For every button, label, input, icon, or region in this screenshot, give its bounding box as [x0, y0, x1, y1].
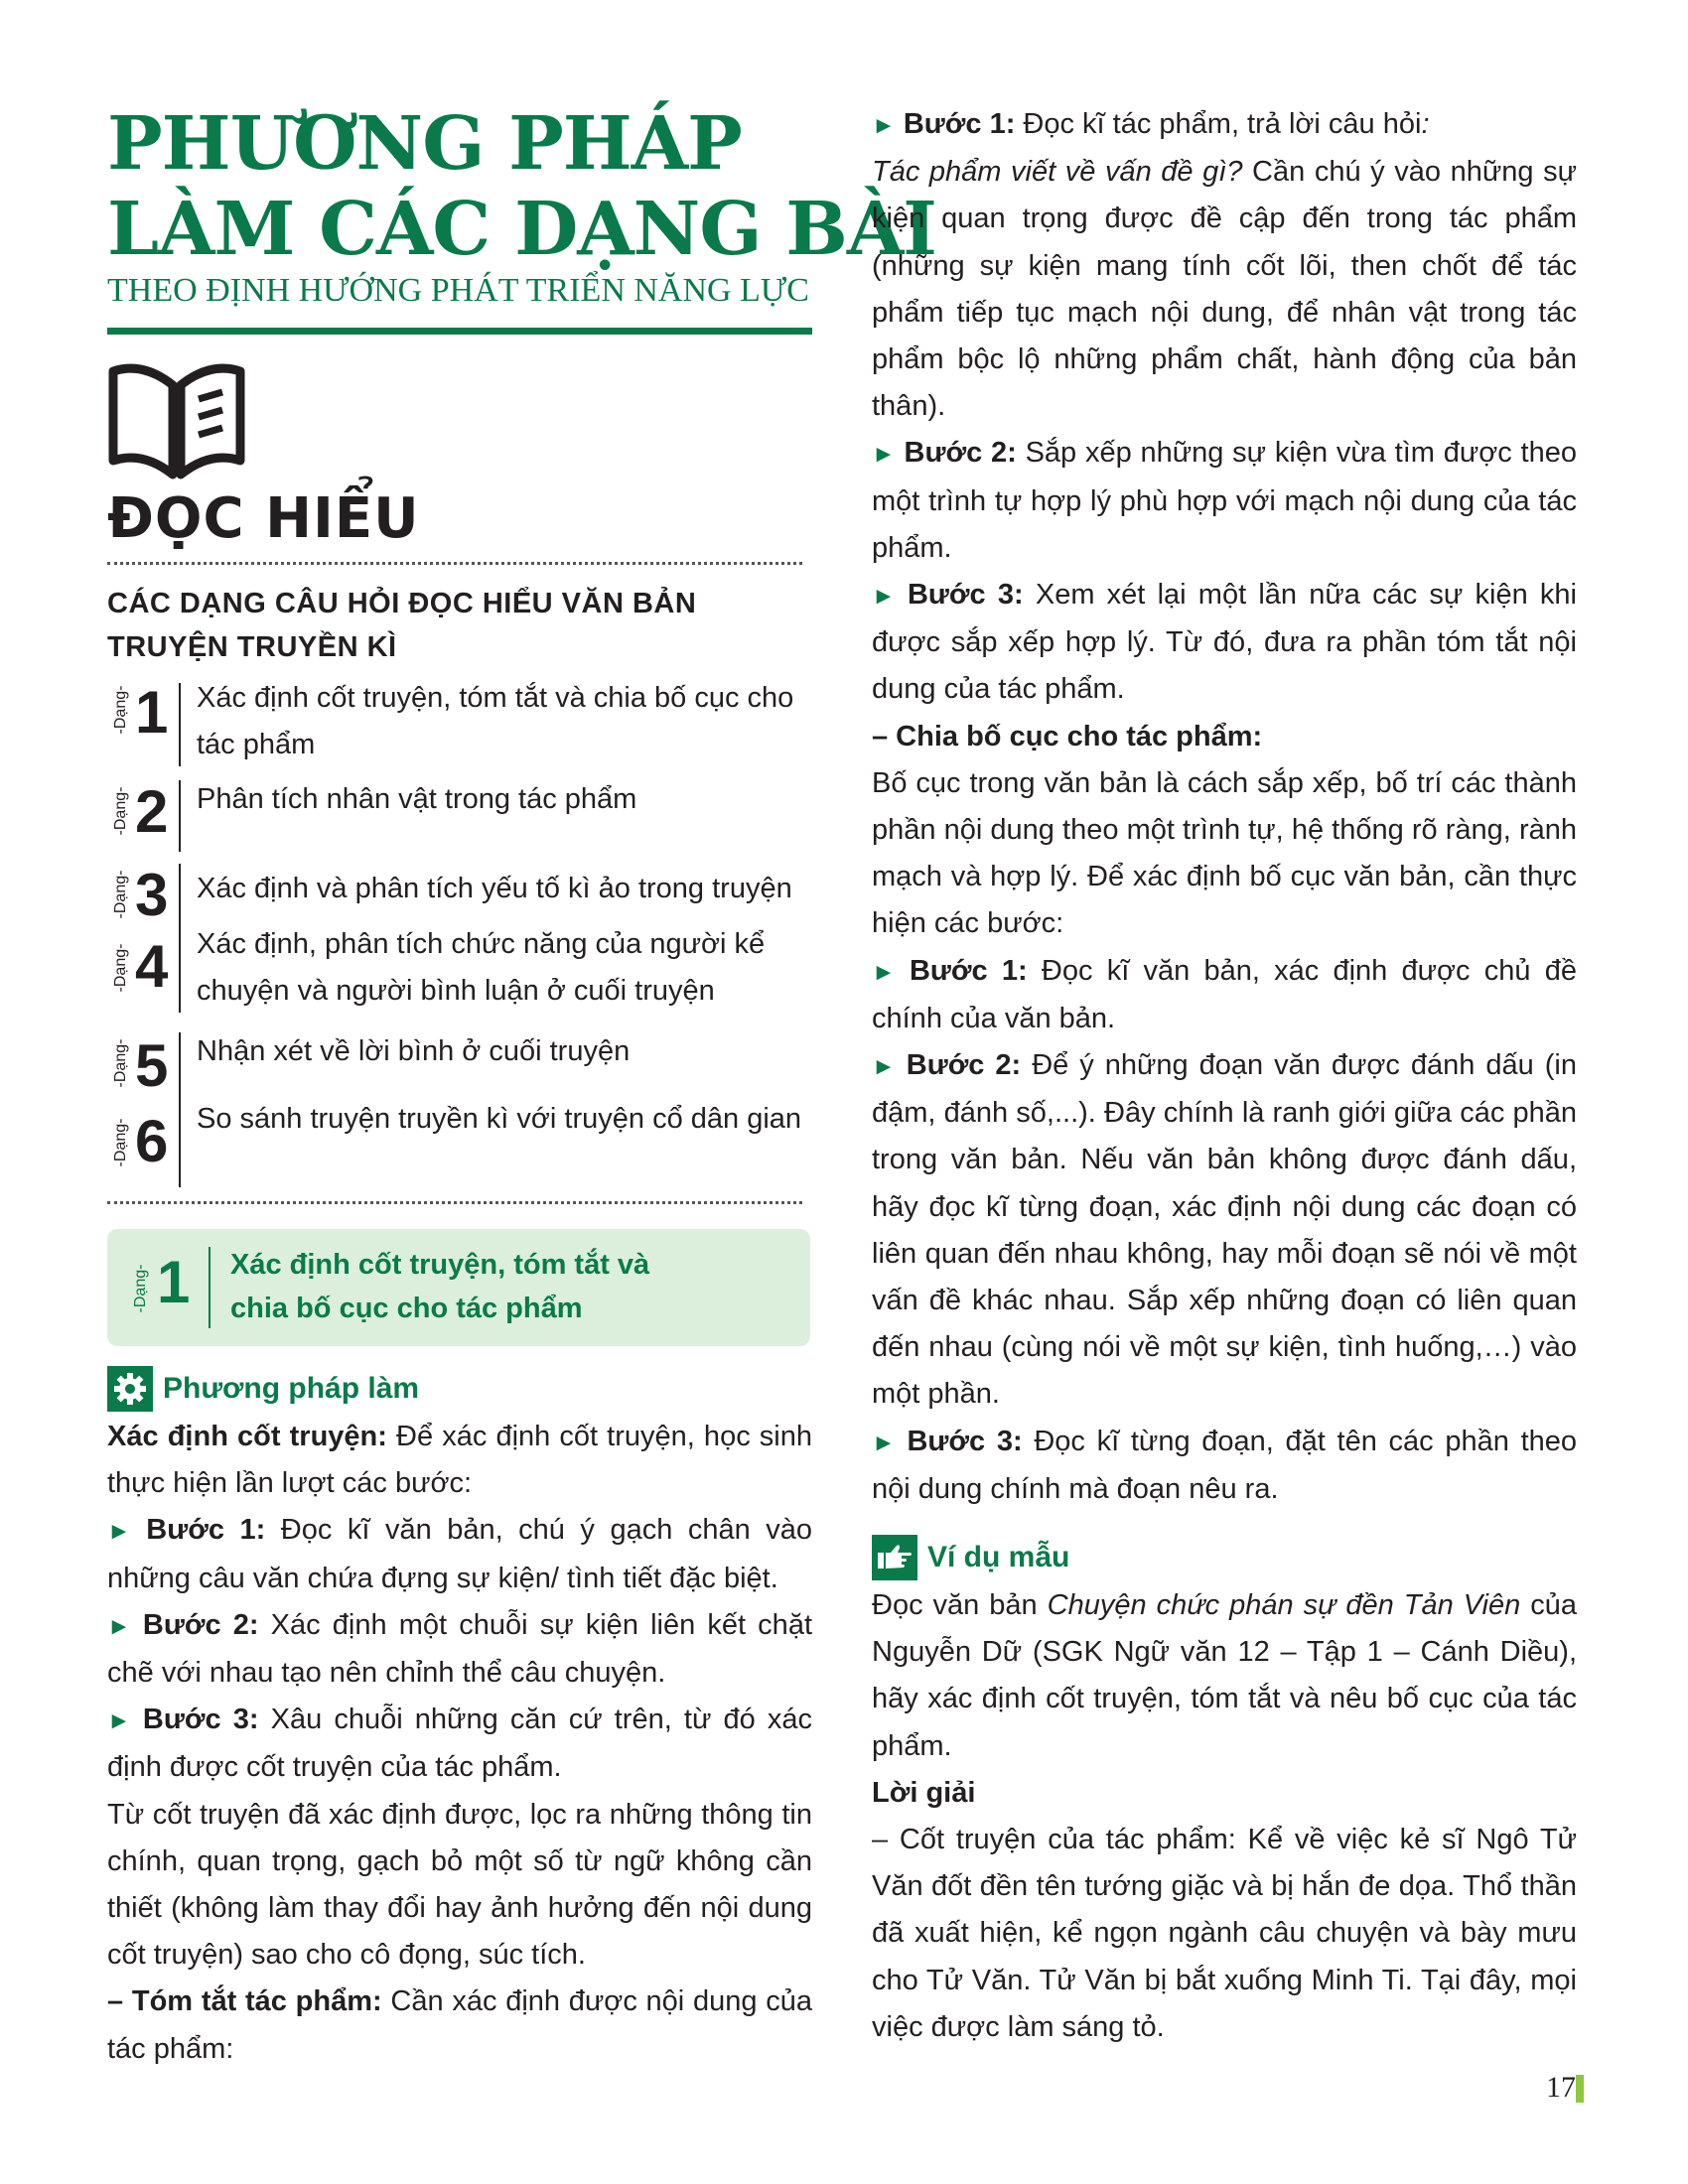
- dang-banner-line2: chia bố cục cho tác phẩm: [230, 1293, 583, 1324]
- play-arrow-icon: ►: [107, 1518, 131, 1546]
- example-prompt: Đọc văn bản Chuyện chức phán sự đền Tản Viên của Nguyễn Dữ (SGK Ngữ văn 12 – Tập 1 – Cánh Diều), hãy xác định cốt truyện, tóm tắt và nêu bố cục của tác phẩm.: [872, 1589, 1577, 1762]
- page-title-line2: LÀM CÁC DẠNG BÀI: [107, 187, 936, 272]
- dang-tag: -Dạng-: [132, 1264, 149, 1313]
- dang-banner-text: [230, 1243, 786, 1330]
- open-book-icon: [107, 359, 246, 482]
- play-arrow-icon: ►: [107, 1707, 131, 1735]
- solution-text: – Cốt truyện của tác phẩm: Kể về việc kẻ sĩ Ngô Tử Văn đốt đền tên tướng giặc và bị hắn đe dọa. Thổ thần đã xuất hiện, kể ngọn ngành câu chuyện và bày mưu cho Tử Văn. Tử Văn bị bắt xuống Minh Ti. Tại đây, mọi việc được làm sáng tỏ.: [872, 1824, 1577, 2043]
- method-body: [107, 1414, 812, 2073]
- solution-label: Lời giải: [872, 1776, 976, 1809]
- dang-tag: -Dạng-: [112, 685, 129, 735]
- dang-number: 3: [135, 862, 169, 928]
- pointing-hand-icon: [872, 1535, 917, 1580]
- page-number: 17: [1546, 2071, 1576, 2104]
- layout-heading: – Chia bố cục cho tác phẩm:: [872, 720, 1263, 752]
- method-step-2: ► Bước 2: Xác định một chuỗi sự kiện liên kết chặt chẽ với nhau tạo nên chỉnh thể câu chuyện.: [107, 1608, 812, 1690]
- dang-banner-line1: Xác định cốt truyện, tóm tắt và: [230, 1249, 650, 1281]
- dang-text: Xác định cốt truyện, tóm tắt và chia bố cục cho tác phẩm: [197, 682, 794, 760]
- dang-number: 2: [135, 778, 169, 845]
- summary-step-2: ► Bước 2: Sắp xếp những sự kiện vừa tìm được theo một trình tự hợp lý phù hợp với mạch nội dung của tác phẩm.: [872, 437, 1577, 564]
- play-arrow-icon: ►: [872, 583, 896, 611]
- page-subtitle: THEO ĐỊNH HƯỚNG PHÁT TRIỂN NĂNG LỰC: [107, 272, 809, 309]
- dotted-divider: [107, 1201, 802, 1204]
- play-arrow-icon: ►: [872, 1053, 896, 1081]
- dang-number: 1: [135, 679, 169, 746]
- dang-tag: -Dạng-: [112, 870, 129, 919]
- dang-text: Phân tích nhân vật trong tác phẩm: [197, 783, 637, 815]
- dang-divider: [179, 864, 181, 935]
- title-divider: [107, 328, 812, 335]
- example-heading: [872, 1535, 1069, 1580]
- method-filter-paragraph: Từ cốt truyện đã xác định được, lọc ra những thông tin chính, quan trọng, gạch bỏ một số từ ngữ không cần thiết (không làm thay đổi hay ảnh hưởng đến nội dung cốt truyện) sao cho cô đọng, súc tích.: [107, 1798, 812, 1972]
- play-arrow-icon: ►: [872, 112, 896, 139]
- dang-divider: [209, 1247, 211, 1328]
- layout-paragraph: Bố cục trong văn bản là cách sắp xếp, bố trí các thành phần nội dung theo một trình tự, hệ thống rõ ràng, rành mạch và hợp lý. Để xác định bố cục văn bản, cần thực hiện các bước:: [872, 766, 1577, 940]
- method-heading: [107, 1366, 419, 1412]
- summary-step-3: ► Bước 3: Xem xét lại một lần nữa các sự kiện khi được sắp xếp hợp lý. Từ đó, đưa ra phần tóm tắt nội dung của tác phẩm.: [872, 579, 1578, 706]
- question-types-heading: [107, 582, 696, 669]
- dang-divider: [179, 929, 181, 1013]
- dotted-divider: [107, 562, 802, 565]
- dang-tag: -Dạng-: [112, 943, 129, 993]
- dang-tag: -Dạng-: [112, 1118, 129, 1167]
- dang-number: 5: [135, 1032, 169, 1099]
- dang-text: So sánh truyện truyền kì với truyện cổ dân gian: [197, 1103, 802, 1135]
- method-step-3: ► Bước 3: Xâu chuỗi những căn cứ trên, từ đó xác định được cốt truyện của tác phẩm.: [107, 1704, 812, 1784]
- page-number-accent: [1576, 2075, 1584, 2103]
- dang-text: Nhận xét về lời bình ở cuối truyện: [197, 1035, 631, 1067]
- dang-number: 1: [157, 1249, 191, 1315]
- play-arrow-icon: ►: [107, 1612, 131, 1640]
- gear-icon: [107, 1366, 153, 1412]
- dang-1-banner: [107, 1229, 810, 1346]
- page-title-line1: PHƯƠNG PHÁP: [107, 101, 742, 187]
- section-title: ĐỌC HIỂU: [107, 486, 420, 551]
- summary-steps: [872, 101, 1577, 1513]
- play-arrow-icon: ►: [872, 958, 896, 986]
- method-intro: Xác định cốt truyện: Để xác định cốt truyện, học sinh thực hiện lần lượt các bước:: [107, 1421, 812, 1500]
- layout-step-2: ► Bước 2: Để ý những đoạn văn được đánh dấu (in đậm, đánh số,...). Đây chính là ranh giới giữa các phần trong văn bản. Nếu văn bản không được đánh dấu, hãy đọc kĩ từng đoạn, xác định nội dung các đoạn có liên quan đến nhau không, hay mỗi đoạn sẽ nói về một vấn đề khác nhau. Sắp xếp những đoạn có liên quan đến nhau (cùng nói về một sự kiện, tình huống,…) vào một phần.: [872, 1049, 1577, 1411]
- dang-divider: [179, 1032, 181, 1104]
- play-arrow-icon: ►: [872, 441, 896, 469]
- dang-text: Xác định, phân tích chức năng của người kể chuyện và người bình luận ở cuối truyện: [197, 928, 766, 1007]
- method-heading-label: Phương pháp làm: [163, 1372, 420, 1405]
- dang-divider: [179, 683, 181, 766]
- dang-number: 6: [135, 1108, 169, 1174]
- example-heading-label: Ví dụ mẫu: [927, 1541, 1070, 1573]
- dang-number: 4: [135, 933, 169, 1000]
- dang-text: Xác định và phân tích yếu tố kì ảo trong truyện: [197, 873, 792, 904]
- method-step-1: ► Bước 1: Đọc kĩ văn bản, chú ý gạch chân vào những câu văn chứa đựng sự kiện/ tình tiết đặc biệt.: [107, 1514, 812, 1594]
- play-arrow-icon: ►: [872, 1429, 896, 1456]
- layout-step-1: ► Bước 1: Đọc kĩ văn bản, xác định được chủ đề chính của văn bản.: [872, 954, 1578, 1034]
- layout-step-3: ► Bước 3: Đọc kĩ từng đoạn, đặt tên các phần theo nội dung chính mà đoạn nêu ra.: [872, 1425, 1578, 1505]
- summary-intro: – Tóm tắt tác phẩm: Cần xác định được nội dung của tác phẩm:: [107, 1985, 812, 2065]
- dang-divider: [179, 1104, 181, 1187]
- dang-tag: -Dạng-: [112, 1038, 129, 1088]
- summary-step-1: ► Bước 1: Đọc kĩ tác phẩm, trả lời câu hỏi: Tác phẩm viết về vấn đề gì? Cần chú ý vào những sự kiện quan trọng được đề cập đến trong tác phẩm (những sự kiện mang tính cốt lõi, then chốt để tác phẩm tiếp tục mạch nội dung, để nhân vật trong tác phẩm bộc lộ những phẩm chất, hành động của bản thân).: [872, 108, 1577, 423]
- dang-tag: -Dạng-: [112, 786, 129, 836]
- example-body: [872, 1582, 1577, 2051]
- question-types-heading-line2: TRUYỆN TRUYỀN KÌ: [107, 631, 397, 663]
- question-types-heading-line1: CÁC DẠNG CÂU HỎI ĐỌC HIỂU VĂN BẢN: [107, 588, 697, 619]
- dang-divider: [179, 780, 181, 852]
